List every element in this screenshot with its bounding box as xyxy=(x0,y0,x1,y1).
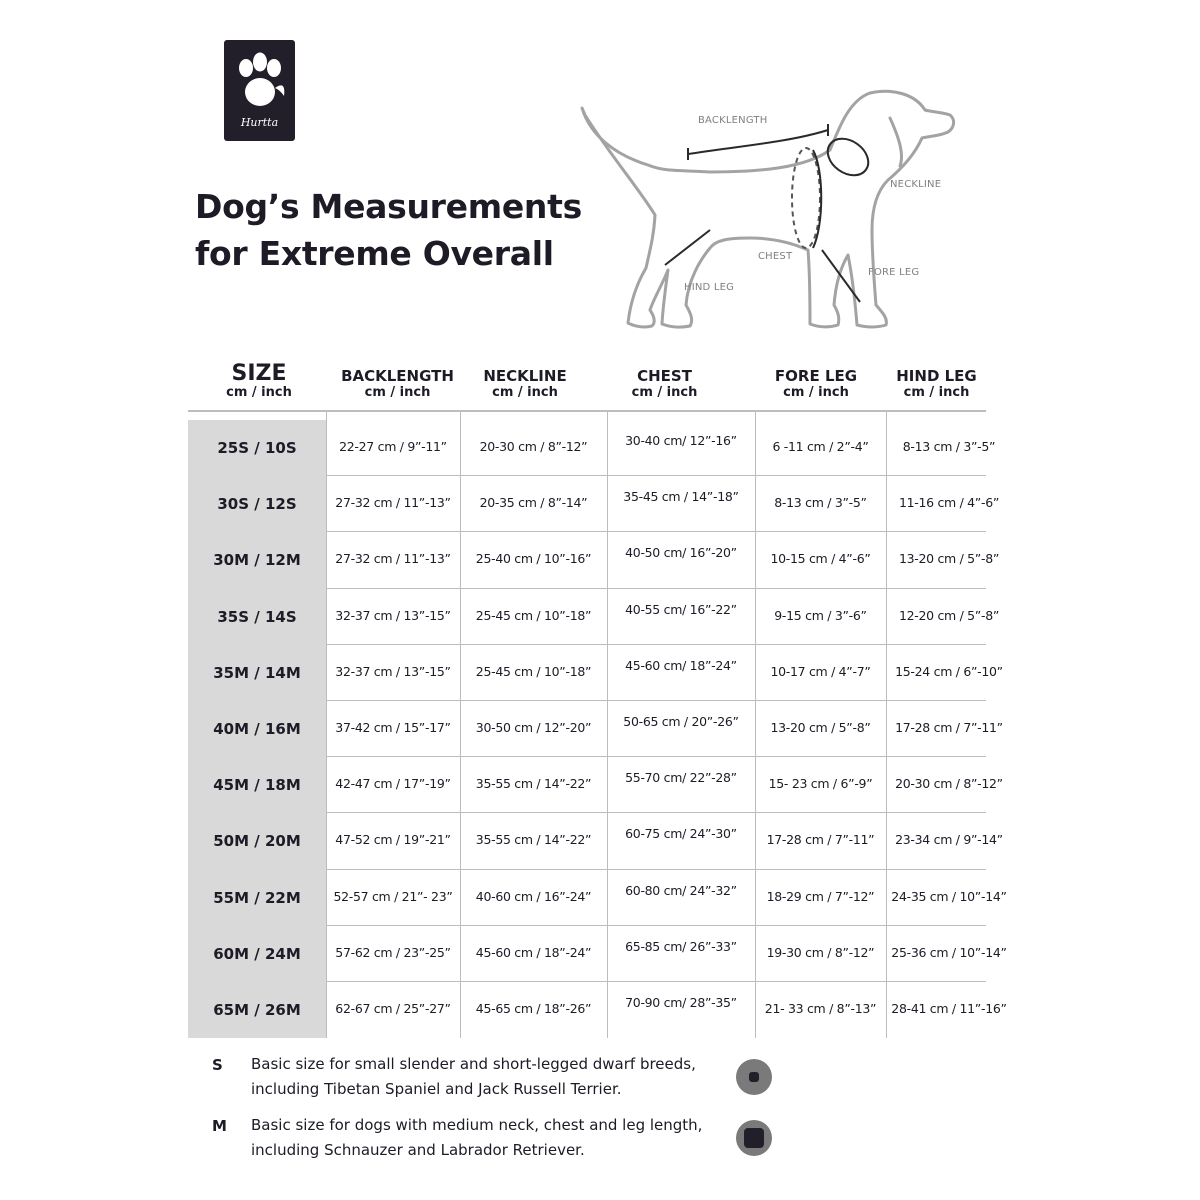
measurement-cell: 15-24 cm / 6”-10” xyxy=(895,663,1003,679)
column-header-backlength: BACKLENGTH cm / inch xyxy=(341,367,454,400)
hind-leg-label: HIND LEG xyxy=(684,282,735,293)
size-cell: 55M / 22M xyxy=(213,888,301,907)
title-line-1: Dog’s Measurements xyxy=(195,187,582,226)
measurement-cell: 28-41 cm / 11”-16” xyxy=(891,1001,1007,1016)
row-divider xyxy=(326,644,986,645)
measurement-cell: 22-27 cm / 9”-11” xyxy=(339,439,447,454)
measurement-cell: 25-36 cm / 10”-14” xyxy=(891,944,1007,960)
measurement-cell: 52-57 cm / 21”- 23” xyxy=(333,888,453,904)
size-cell: 45M / 18M xyxy=(213,776,301,795)
measurement-cell: 45-60 cm / 18”-24” xyxy=(475,944,592,960)
note-key-m: M xyxy=(212,1117,227,1135)
row-divider xyxy=(326,475,986,476)
measurement-cell: 35-55 cm / 14”-22” xyxy=(475,776,592,792)
size-cell: 50M / 20M xyxy=(213,832,301,851)
measurement-cell: 60-80 cm/ 24”-32” xyxy=(625,882,737,898)
measurement-cell: 24-35 cm / 10”-14” xyxy=(891,888,1007,904)
measurement-cell: 18-29 cm / 7”-12” xyxy=(766,888,875,904)
row-divider xyxy=(326,812,986,813)
measurement-cell: 40-50 cm/ 16”-20” xyxy=(625,545,737,561)
measurement-cell: 20-30 cm / 8”-12” xyxy=(479,439,588,454)
row-divider xyxy=(326,588,986,589)
measurement-cell: 19-30 cm / 8”-12” xyxy=(766,944,875,960)
column-header-size: SIZE cm / inch xyxy=(226,361,292,400)
brand-logo xyxy=(224,40,295,141)
neckline-label: NECKLINE xyxy=(890,179,942,190)
medium-fit-badge-icon xyxy=(736,1120,772,1156)
measurement-cell: 20-30 cm / 8”-12” xyxy=(895,776,1003,792)
measurement-cell: 27-32 cm / 11”-13” xyxy=(335,551,451,567)
measurement-cell: 55-70 cm/ 22”-28” xyxy=(625,770,737,786)
row-divider xyxy=(326,925,986,926)
measurement-cell: 10-15 cm / 4”-6” xyxy=(770,551,871,567)
size-cell: 30S / 12S xyxy=(217,495,297,514)
measurement-cell: 70-90 cm/ 28”-35” xyxy=(625,995,737,1010)
size-cell: 35M / 14M xyxy=(213,663,301,682)
measurement-cell: 20-35 cm / 8”-14” xyxy=(479,495,588,511)
row-divider xyxy=(326,531,986,532)
chest-label: CHEST xyxy=(758,251,793,262)
note-text-m: Basic size for dogs with medium neck, chest and leg length, including Schnauzer and Labrador Retriever. xyxy=(251,1116,703,1159)
measurement-cell: 13-20 cm / 5”-8” xyxy=(770,720,871,735)
backlength-label: BACKLENGTH xyxy=(698,115,768,126)
measurement-cell: 32-37 cm / 13”-15” xyxy=(335,663,451,679)
measurement-cell: 57-62 cm / 23”-25” xyxy=(335,944,451,960)
measurement-cell: 37-42 cm / 15”-17” xyxy=(335,720,451,735)
measurement-cell: 25-45 cm / 10”-18” xyxy=(475,663,592,679)
small-fit-badge-icon xyxy=(736,1059,772,1095)
measurement-cell: 27-32 cm / 11”-13” xyxy=(335,495,451,511)
measurement-cell: 47-52 cm / 19”-21” xyxy=(335,832,451,848)
measurement-cell: 45-65 cm / 18”-26” xyxy=(475,1001,592,1016)
size-cell: 25S / 10S xyxy=(217,439,297,457)
measurement-cell: 62-67 cm / 25”-27” xyxy=(335,1001,451,1016)
measurement-cell: 30-40 cm/ 12”-16” xyxy=(625,433,737,448)
measurement-cell: 21- 33 cm / 8”-13” xyxy=(764,1001,877,1016)
page-title xyxy=(195,183,582,277)
note-text-s: Basic size for small slender and short-legged dwarf breeds, including Tibetan Spaniel and Jack Russell Terrier. xyxy=(251,1055,696,1098)
note-key-s: S xyxy=(212,1056,223,1074)
measurement-cell: 9-15 cm / 3”-6” xyxy=(774,607,867,623)
measurement-cell: 25-40 cm / 10”-16” xyxy=(475,551,592,567)
measurement-cell: 11-16 cm / 4”-6” xyxy=(898,495,1000,511)
measurement-cell: 50-65 cm / 20”-26” xyxy=(623,714,739,729)
title-line-2: for Extreme Overall xyxy=(195,234,554,273)
column-header-chest: CHEST cm / inch xyxy=(631,367,698,400)
measurement-cell: 40-60 cm / 16”-24” xyxy=(475,888,592,904)
measurement-cell: 13-20 cm / 5”-8” xyxy=(898,551,1000,567)
measurement-cell: 30-50 cm / 12”-20” xyxy=(475,720,592,735)
size-cell: 30M / 12M xyxy=(213,551,301,570)
brand-name: Hurtta xyxy=(240,116,279,129)
measurement-cell: 23-34 cm / 9”-14” xyxy=(895,832,1003,848)
fore-leg-label: FORE LEG xyxy=(868,267,920,278)
measurement-cell: 10-17 cm / 4”-7” xyxy=(770,663,871,679)
column-header-hind-leg: HIND LEG cm / inch xyxy=(896,367,977,400)
measurement-cell: 42-47 cm / 17”-19” xyxy=(335,776,451,792)
measurement-cell: 60-75 cm/ 24”-30” xyxy=(625,826,737,842)
row-divider xyxy=(326,700,986,701)
size-cell: 65M / 26M xyxy=(213,1001,301,1019)
measurement-cell: 35-55 cm / 14”-22” xyxy=(475,832,592,848)
measurement-cell: 40-55 cm/ 16”-22” xyxy=(625,601,737,617)
measurement-cell: 17-28 cm / 7”-11” xyxy=(895,720,1003,735)
size-cell: 60M / 24M xyxy=(213,944,301,963)
dog-measurement-diagram xyxy=(570,80,970,350)
measurement-cell: 25-45 cm / 10”-18” xyxy=(475,607,592,623)
measurement-cell: 45-60 cm/ 18”-24” xyxy=(625,657,737,673)
measurement-cell: 17-28 cm / 7”-11” xyxy=(766,832,875,848)
row-divider xyxy=(326,869,986,870)
row-divider xyxy=(326,981,986,982)
header-rule xyxy=(188,410,986,412)
size-cell: 35S / 14S xyxy=(217,607,297,626)
measurement-cell: 15- 23 cm / 6”-9” xyxy=(768,776,873,792)
measurement-cell: 35-45 cm / 14”-18” xyxy=(623,489,739,505)
column-header-neckline: NECKLINE cm / inch xyxy=(483,367,567,400)
measurement-cell: 12-20 cm / 5”-8” xyxy=(898,607,1000,623)
column-header-fore-leg: FORE LEG cm / inch xyxy=(774,367,858,400)
measurement-cell: 8-13 cm / 3”-5” xyxy=(902,439,996,454)
measurement-cell: 8-13 cm / 3”-5” xyxy=(774,495,867,511)
row-divider xyxy=(326,756,986,757)
measurement-cell: 6 -11 cm / 2”-4” xyxy=(772,439,869,454)
measurement-cell: 65-85 cm/ 26”-33” xyxy=(625,938,737,954)
size-cell: 40M / 16M xyxy=(213,720,301,738)
measurement-cell: 32-37 cm / 13”-15” xyxy=(335,607,451,623)
